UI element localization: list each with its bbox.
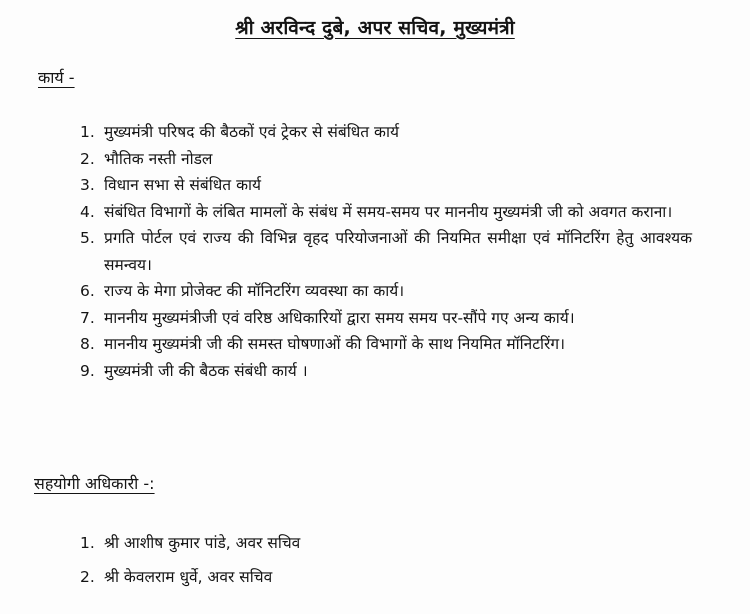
duty-item — [80, 278, 692, 305]
duty-text: विधान सभा से संबंधित कार्य — [104, 176, 261, 194]
duty-item — [80, 119, 692, 146]
duty-number: 7. — [80, 308, 95, 327]
officers-list — [80, 530, 580, 597]
duty-item — [80, 225, 692, 278]
officer-text: श्री केवलराम धुर्वे, अवर सचिव — [104, 567, 273, 586]
duty-text: राज्य के मेगा प्रोजेक्ट की मॉनिटरिंग व्यवस्था का कार्य। — [104, 282, 405, 300]
duty-text: संबंधित विभागों के लंबित मामलों के संबंध में समय-समय पर माननीय मुख्यमंत्री जी को अवगत कराना। — [104, 202, 673, 221]
duty-number: 1. — [80, 123, 95, 141]
duty-number: 5. — [80, 229, 95, 247]
document-title: श्री अरविन्द दुबे, अपर सचिव, मुख्यमंत्री — [235, 17, 515, 39]
duty-text: प्रगति पोर्टल एवं राज्य की विभिन्न वृहद परियोजनाओं की नियमित समीक्षा एवं मॉनिटरिंग हेतु आवश्यक समन्वय। — [104, 229, 692, 274]
officer-text: श्री आशीष कुमार पांडे, अवर सचिव — [104, 534, 301, 552]
officer-number: 1. — [80, 534, 95, 552]
duty-item — [80, 146, 692, 173]
duty-item — [80, 331, 692, 358]
duty-number: 6. — [80, 282, 95, 300]
duty-number: 8. — [80, 335, 95, 353]
duty-number: 3. — [80, 176, 95, 194]
duties-list — [80, 119, 692, 384]
duty-number: 9. — [80, 361, 95, 380]
duty-number: 4. — [80, 202, 95, 221]
duty-text: माननीय मुख्यमंत्री जी की समस्त घोषणाओं की विभागों के साथ नियमित मॉनिटरिंग। — [104, 335, 565, 353]
duty-text: मुख्यमंत्री जी की बैठक संबंधी कार्य । — [104, 361, 308, 380]
duties-heading: कार्य - — [38, 68, 75, 87]
duty-item — [80, 305, 692, 332]
duty-text: भौतिक नस्ती नोडल — [104, 149, 213, 168]
officers-heading: सहयोगी अधिकारी -: — [34, 474, 155, 493]
officer-item — [80, 530, 580, 557]
duty-text: मुख्यमंत्री परिषद की बैठकों एवं ट्रेकर से संबंधित कार्य — [104, 123, 399, 141]
duty-item — [80, 358, 692, 385]
duty-item — [80, 172, 692, 199]
officer-number: 2. — [80, 567, 95, 586]
officer-item — [80, 564, 580, 591]
duty-text: माननीय मुख्यमंत्रीजी एवं वरिष्ठ अधिकारियों द्वारा समय समय पर-सौंपे गए अन्य कार्य। — [104, 308, 575, 327]
duty-item — [80, 199, 692, 226]
duty-number: 2. — [80, 149, 95, 168]
